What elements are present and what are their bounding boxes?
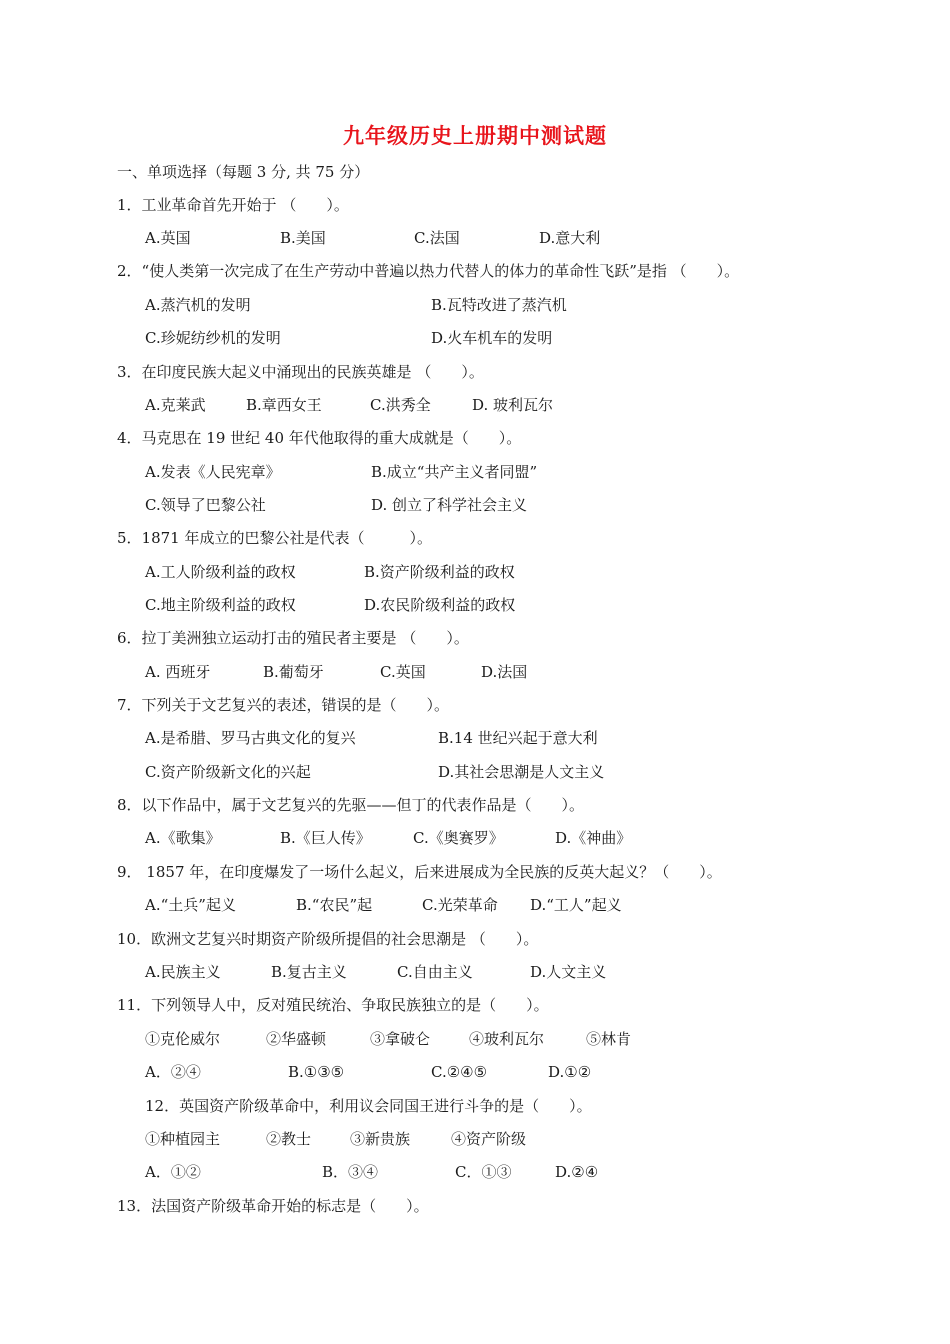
answer-option: D.《神曲》 xyxy=(555,829,632,847)
answer-option: B.资产阶级利益的政权 xyxy=(364,563,515,581)
answer-option: A．②④ xyxy=(145,1063,201,1081)
section-heading: 一、单项选择（每题 3 分, 共 75 分） xyxy=(117,163,370,181)
answer-option: C.珍妮纺纱机的发明 xyxy=(145,329,281,347)
answer-option: B.瓦特改进了蒸汽机 xyxy=(431,296,567,314)
answer-option: A.“土兵”起义 xyxy=(145,896,236,914)
answer-option: ②华盛顿 xyxy=(266,1030,327,1048)
question-stem: 6．拉丁美洲独立运动打击的殖民者主要是 （ ）。 xyxy=(117,629,469,647)
answer-option: B.复古主义 xyxy=(271,963,347,981)
answer-option: D.②④ xyxy=(555,1163,599,1181)
answer-option: B.“农民”起 xyxy=(296,896,373,914)
answer-option: C.光荣革命 xyxy=(422,896,498,914)
answer-option: B．③④ xyxy=(322,1163,379,1181)
answer-option: C.领导了巴黎公社 xyxy=(145,496,266,514)
answer-option: C.②④⑤ xyxy=(431,1063,488,1081)
question-stem: 9． 1857 年，在印度爆发了一场什么起义，后来进展成为全民族的反英大起义？（ ）。 xyxy=(117,863,722,881)
answer-option: ④玻利瓦尔 xyxy=(469,1030,545,1048)
answer-option: A.民族主义 xyxy=(145,963,221,981)
answer-option: A.英国 xyxy=(145,229,191,247)
answer-option: ⑤林肯 xyxy=(586,1030,632,1048)
answer-option: C．①③ xyxy=(455,1163,512,1181)
answer-option: C.法国 xyxy=(414,229,460,247)
answer-option: D.火车机车的发明 xyxy=(431,329,553,347)
answer-option: C.洪秀全 xyxy=(370,396,431,414)
answer-option: ④资产阶级 xyxy=(451,1130,527,1148)
answer-option: B.章西女王 xyxy=(246,396,322,414)
answer-option: A.发表《人民宪章》 xyxy=(145,463,281,481)
answer-option: D.其社会思潮是人文主义 xyxy=(438,763,605,781)
question-stem: 10．欧洲文艺复兴时期资产阶级所提倡的社会思潮是 （ ）。 xyxy=(117,930,539,948)
page-title: 九年级历史上册期中测试题 xyxy=(343,124,607,148)
answer-option: C.自由主义 xyxy=(397,963,473,981)
answer-option: D.①② xyxy=(548,1063,592,1081)
answer-option: D.人文主义 xyxy=(530,963,607,981)
question-stem: 5．1871 年成立的巴黎公社是代表（ ）。 xyxy=(117,529,432,547)
answer-option: C.《奥赛罗》 xyxy=(413,829,504,847)
answer-option: ③拿破仑 xyxy=(370,1030,431,1048)
answer-option: ①克伦威尔 xyxy=(145,1030,221,1048)
answer-option: D.农民阶级利益的政权 xyxy=(364,596,516,614)
answer-option: ③新贵族 xyxy=(350,1130,411,1148)
answer-option: B.《巨人传》 xyxy=(280,829,371,847)
question-stem: 8．以下作品中，属于文艺复兴的先驱——但丁的代表作品是（ ）。 xyxy=(117,796,585,814)
answer-option: B.14 世纪兴起于意大利 xyxy=(438,729,598,747)
answer-option: A.蒸汽机的发明 xyxy=(145,296,251,314)
question-stem: 13．法国资产阶级革命开始的标志是（ ）。 xyxy=(117,1197,429,1215)
answer-option: ②教士 xyxy=(266,1130,312,1148)
answer-option: C.英国 xyxy=(380,663,426,681)
question-stem: 7．下列关于文艺复兴的表述，错误的是（ ）。 xyxy=(117,696,450,714)
answer-option: A.克莱武 xyxy=(145,396,206,414)
question-stem: 4．马克思在 19 世纪 40 年代他取得的重大成就是（ ）。 xyxy=(117,429,522,447)
answer-option: A．①② xyxy=(145,1163,201,1181)
answer-option: C.地主阶级利益的政权 xyxy=(145,596,296,614)
answer-option: A.是希腊、罗马古典文化的复兴 xyxy=(145,729,356,747)
answer-option: D.意大利 xyxy=(539,229,601,247)
question-stem: 3．在印度民族大起义中涌现出的民族英雄是 （ ）。 xyxy=(117,363,484,381)
answer-option: D. 创立了科学社会主义 xyxy=(371,496,528,514)
answer-option: B.①③⑤ xyxy=(288,1063,345,1081)
question-stem: 12．英国资产阶级革命中，利用议会同国王进行斗争的是（ ）。 xyxy=(145,1097,592,1115)
answer-option: D.“工人”起义 xyxy=(530,896,622,914)
answer-option: B.葡萄牙 xyxy=(263,663,324,681)
answer-option: A.《歌集》 xyxy=(145,829,221,847)
answer-option: A.工人阶级利益的政权 xyxy=(145,563,296,581)
question-stem: 11．下列领导人中，反对殖民统治、争取民族独立的是（ ）。 xyxy=(117,996,549,1014)
answer-option: D. 玻利瓦尔 xyxy=(472,396,554,414)
answer-option: B.美国 xyxy=(280,229,326,247)
question-stem: 1．工业革命首先开始于 （ ）。 xyxy=(117,196,349,214)
answer-option: C.资产阶级新文化的兴起 xyxy=(145,763,311,781)
question-stem: 2．“使人类第一次完成了在生产劳动中普遍以热力代替人的体力的革命性飞跃”是指 （ ）。 xyxy=(117,262,740,280)
answer-option: A. 西班牙 xyxy=(145,663,211,681)
answer-option: ①种植园主 xyxy=(145,1130,221,1148)
answer-option: D.法国 xyxy=(481,663,528,681)
answer-option: B.成立“共产主义者同盟” xyxy=(371,463,538,481)
